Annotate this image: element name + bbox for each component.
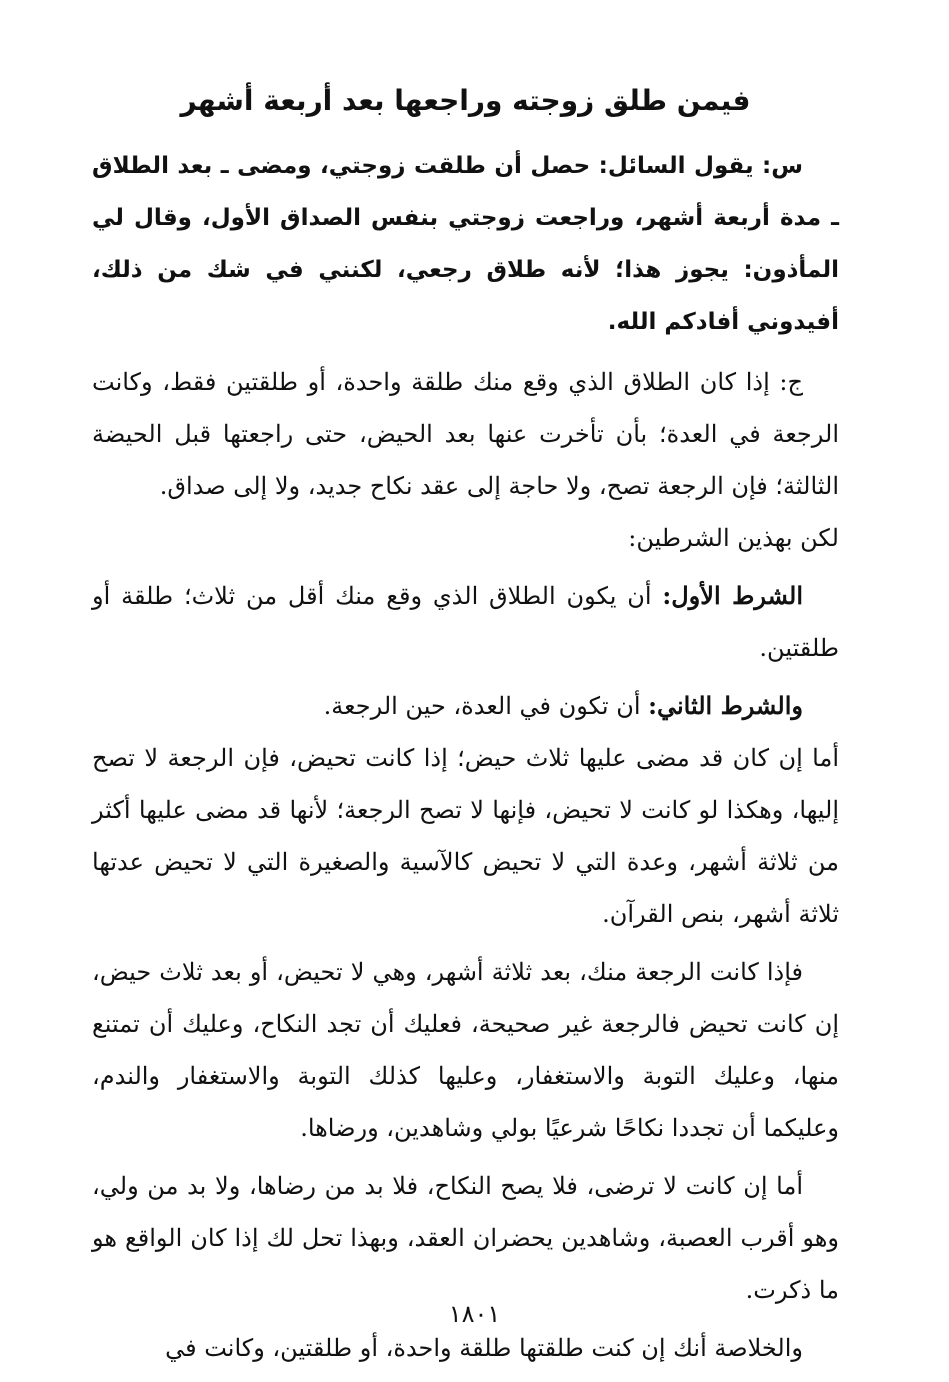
condition-2-text: أن تكون في العدة، حين الرجعة. [323,692,649,720]
condition-1-paragraph [92,570,839,674]
condition-1-text: أن يكون الطلاق الذي وقع منك أقل من ثلاث؛ طلقة أو طلقتين. [92,582,839,662]
conditions-intro: لكن بهذين الشرطين: [628,524,839,552]
three-cycles-paragraph: أما إن كان قد مضى عليها ثلاث حيض؛ إذا كانت تحيض، فإن الرجعة لا تصح إليها، وهكذا لو كانت لا تحيض، فإنها لا تصح الرجعة؛ لأنها قد مضى عليها أكثر من ثلاثة أشهر، وعدة التي لا تحيض كالآسية والصغيرة التي لا تحيض عدتها ثلاثة أشهر، بنص القرآن. [92,744,839,928]
invalid-return-paragraph: فإذا كانت الرجعة منك، بعد ثلاثة أشهر، وهي لا تحيض، أو بعد ثلاث حيض، إن كانت تحيض فالرجعة غير صحيحة، فعليك أن تجد النكاح، وعليك أن تمتنع منها، وعليك التوبة والاستغفار، وعليها كذلك التوبة والاستغفار والندم، وعليكما أن تجددا نكاحًا شرعيًا بولي وشاهدين، ورضاها. [92,958,839,1142]
answer-intro-paragraph: ج: إذا كان الطلاق الذي وقع منك طلقة واحدة، أو طلقتين فقط، وكانت الرجعة في العدة؛ بأن تأخرت عنها بعد الحيض، حتى راجعتها قبل الحيضة الثالثة؛ فإن الرجعة تصح، ولا حاجة إلى عقد نكاح جديد، ولا إلى صداق. [92,368,839,500]
page-number: ١٨٠١ [448,1300,501,1328]
question-paragraph: س: يقول السائل: حصل أن طلقت زوجتي، ومضى ـ بعد الطلاق ـ مدة أربعة أشهر، وراجعت زوجتي بنفس الصداق الأول، وقال لي المأذون: يجوز هذا؛ لأنه طلاق رجعي، لكنني في شك من ذلك، أفيدوني أفادكم الله. [92,153,839,335]
summary-paragraph: والخلاصة أنك إن كنت طلقتها طلقة واحدة، أو طلقتين، وكانت في [165,1334,803,1362]
condition-1-label: الشرط الأول: [662,581,803,610]
page-content [92,80,839,1380]
condition-2-label: والشرط الثاني: [648,691,803,720]
condition-2-paragraph [92,680,839,732]
fatwa-title: فيمن طلق زوجته وراجعها بعد أربعة أشهر [180,84,751,117]
consent-paragraph: أما إن كانت لا ترضى، فلا يصح النكاح، فلا بد من رضاها، ولا بد من ولي، وهو أقرب العصبة، وشاهدين يحضران العقد، وبهذا تحل لك إذا كان الواقع هو ما ذكرت. [92,1172,839,1304]
